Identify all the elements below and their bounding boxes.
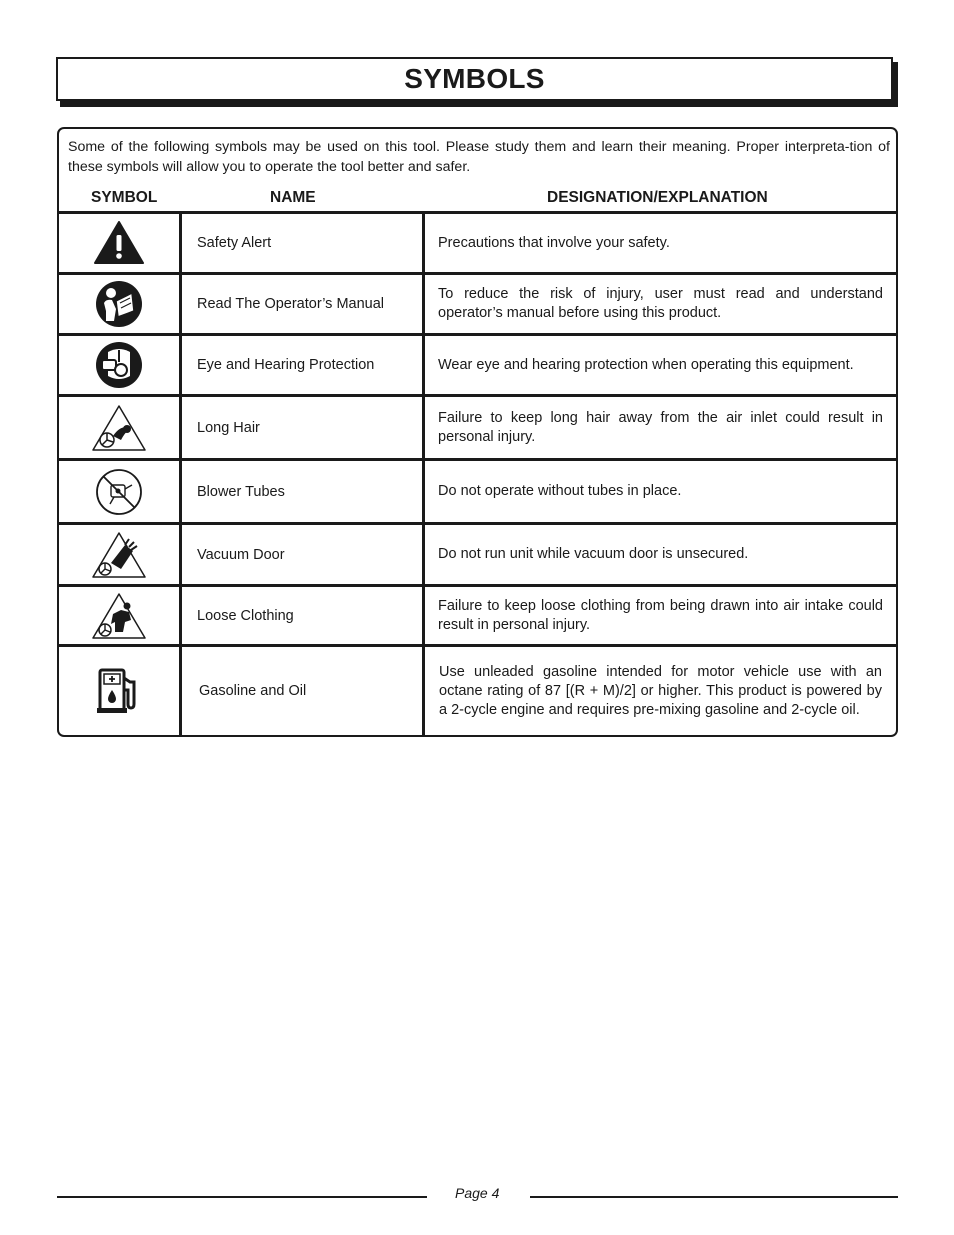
header-symbol: SYMBOL bbox=[91, 189, 158, 206]
page-number: Page 4 bbox=[455, 1185, 500, 1201]
long-hair-icon bbox=[91, 404, 147, 452]
gasoline-oil-icon bbox=[94, 666, 144, 716]
table-row bbox=[59, 644, 896, 735]
symbol-name: Long Hair bbox=[197, 419, 260, 436]
symbol-description: Use unleaded gasoline intended for motor vehicle use with an octane rating of 87 [(R + M)/2] or higher. This product is powered by a 2-cycle engine and requires pre-mixing gasoline and 2-cycle oil. bbox=[439, 663, 882, 718]
table-row bbox=[59, 211, 896, 272]
table-row bbox=[59, 458, 896, 522]
loose-clothing-icon bbox=[91, 592, 147, 640]
vacuum-door-icon bbox=[91, 531, 147, 579]
symbol-cell bbox=[59, 647, 179, 735]
intro-text: Some of the following symbols may be used on this tool. Please study them and learn their meaning. Proper interpreta-tion of these symbols will allow you to operate the tool better and safer. bbox=[68, 139, 890, 175]
symbol-name: Vacuum Door bbox=[197, 546, 285, 563]
title-banner bbox=[56, 57, 893, 101]
symbol-cell bbox=[59, 525, 179, 584]
symbol-description: Failure to keep long hair away from the air inlet could result in personal injury. bbox=[438, 409, 883, 445]
symbol-description: Do not run unit while vacuum door is unsecured. bbox=[438, 546, 749, 562]
page-title: SYMBOLS bbox=[404, 63, 545, 94]
symbol-cell bbox=[59, 214, 179, 272]
symbol-name: Gasoline and Oil bbox=[199, 683, 307, 699]
footer-rule-right bbox=[530, 1196, 898, 1198]
operators-manual-icon bbox=[94, 279, 144, 329]
symbol-cell bbox=[59, 397, 179, 458]
table-row bbox=[59, 394, 896, 458]
symbol-description: To reduce the risk of injury, user must read and understand operator’s manual before using this product. bbox=[438, 286, 883, 321]
symbol-name: Eye and Hearing Protection bbox=[197, 357, 375, 373]
table-row bbox=[59, 584, 896, 644]
table-row bbox=[59, 333, 896, 394]
eye-hearing-protection-icon bbox=[94, 340, 144, 390]
symbols-panel bbox=[57, 127, 898, 737]
table-row bbox=[59, 522, 896, 584]
symbol-name: Safety Alert bbox=[197, 235, 272, 251]
safety-alert-icon bbox=[93, 220, 145, 266]
blower-tubes-icon bbox=[94, 467, 144, 517]
symbol-cell bbox=[59, 336, 179, 394]
symbol-name: Read The Operator’s Manual bbox=[197, 296, 384, 312]
symbol-description: Failure to keep loose clothing from being drawn into air intake could result in personal injury. bbox=[438, 597, 883, 633]
header-name: NAME bbox=[270, 189, 316, 206]
symbol-name: Blower Tubes bbox=[197, 483, 285, 500]
symbol-name: Loose Clothing bbox=[197, 607, 294, 624]
symbol-description: Wear eye and hearing protection when operating this equipment. bbox=[438, 356, 854, 373]
symbol-description: Precautions that involve your safety. bbox=[438, 234, 670, 251]
symbol-description: Do not operate without tubes in place. bbox=[438, 483, 682, 499]
symbol-cell bbox=[59, 275, 179, 333]
header-designation: DESIGNATION/EXPLANATION bbox=[547, 189, 768, 206]
symbol-cell bbox=[59, 587, 179, 644]
symbol-cell bbox=[59, 461, 179, 522]
footer-rule-left bbox=[57, 1196, 427, 1198]
table-row bbox=[59, 272, 896, 333]
